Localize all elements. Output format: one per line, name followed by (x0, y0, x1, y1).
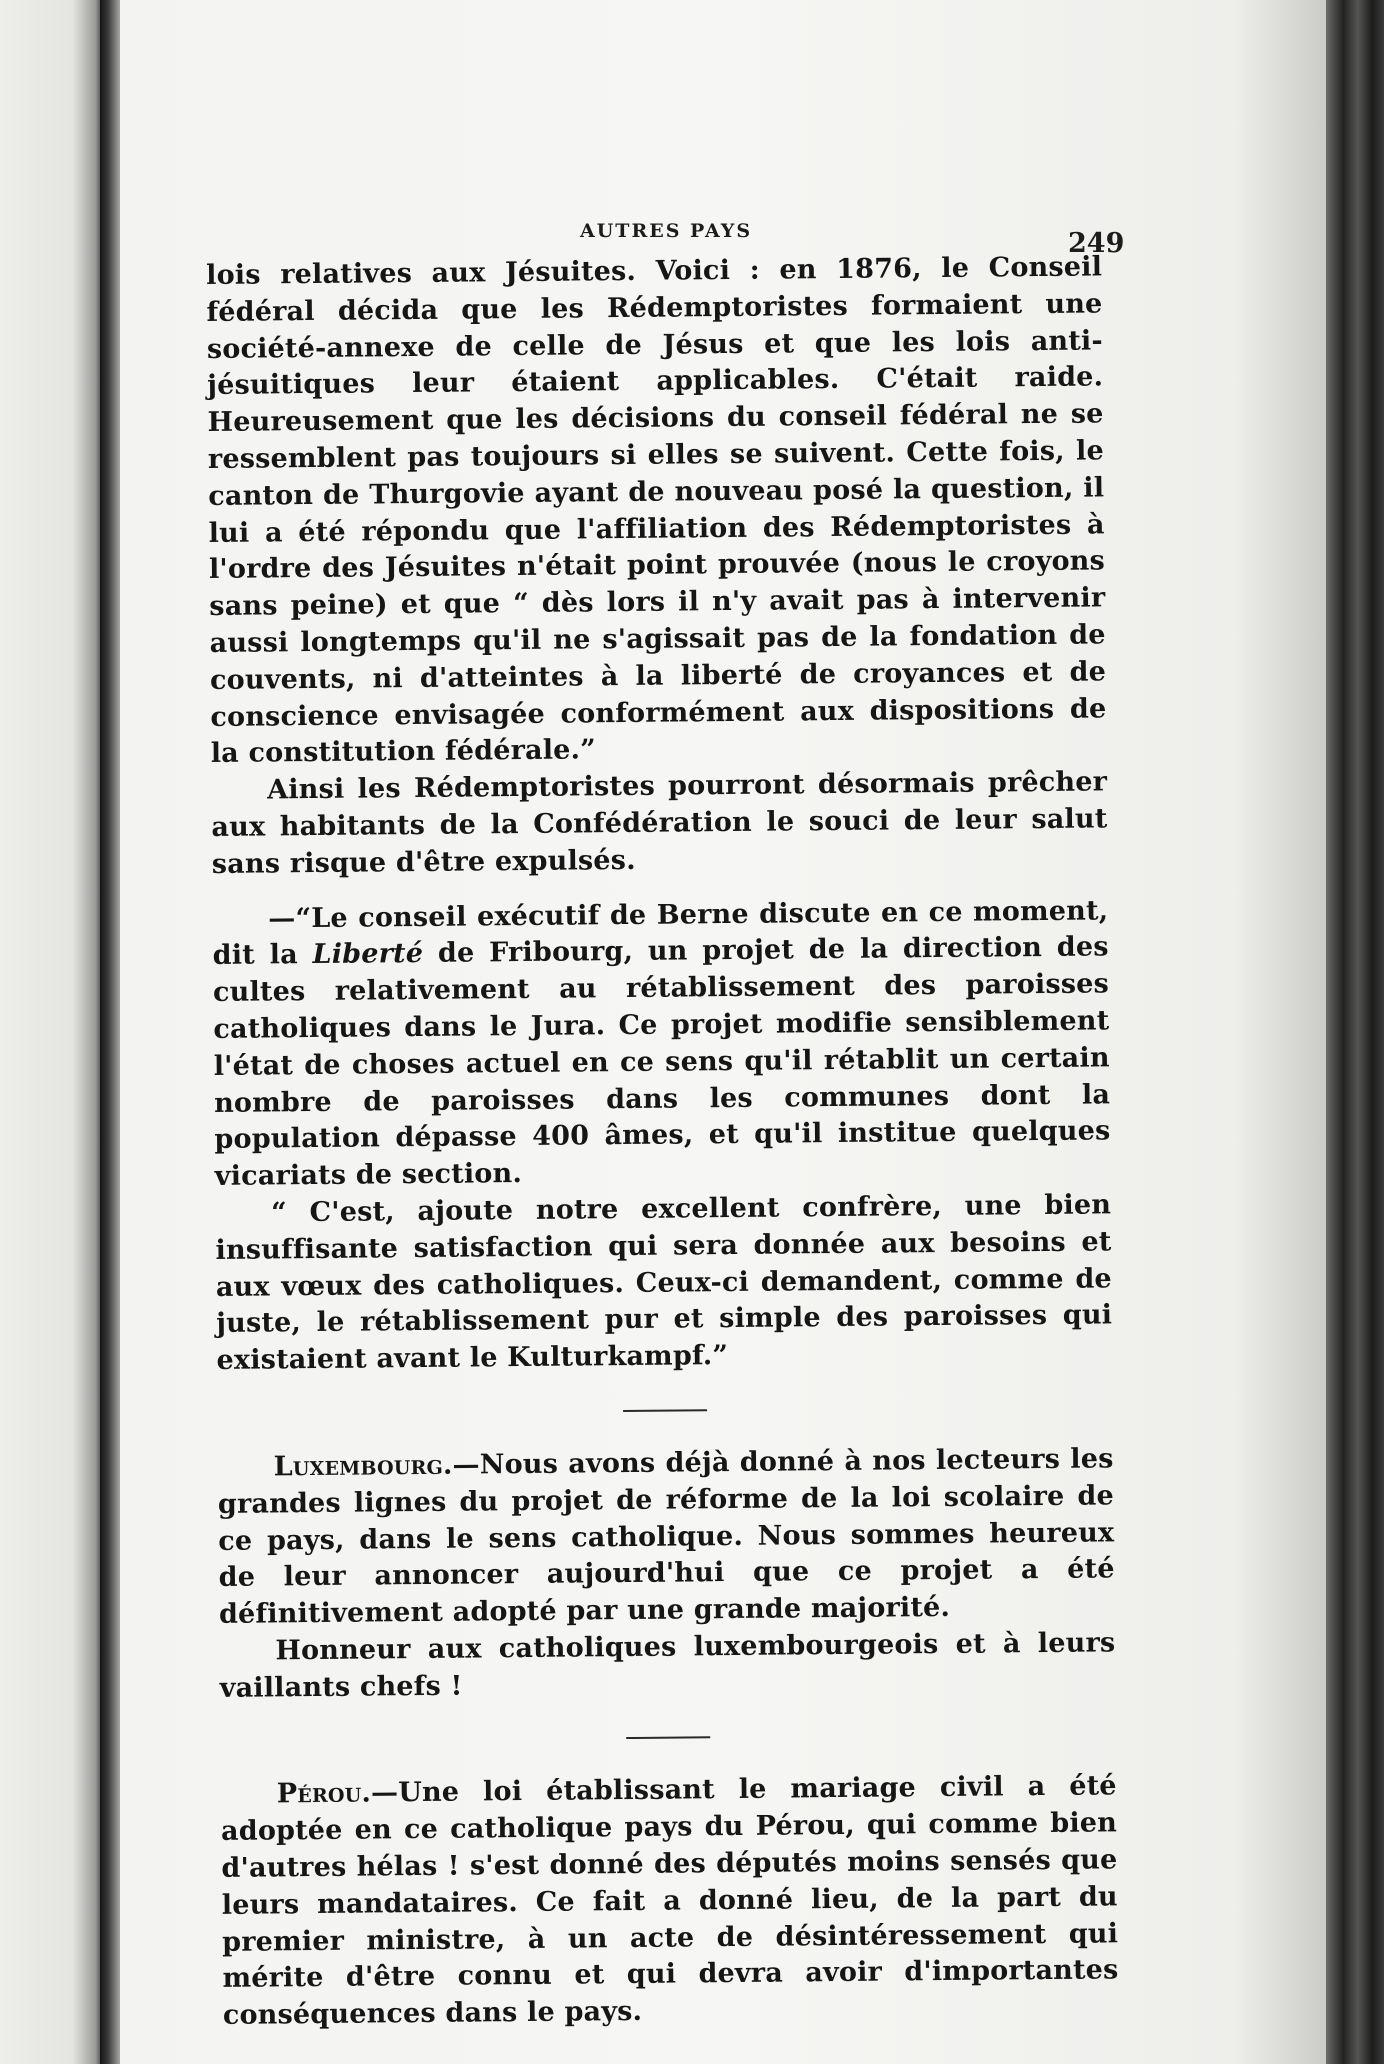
berne-text-2: de Fribourg, un projet de la direction des cultes relativement au rétablissement des paroisses catholiques dans le Jura. Ce projet modifie sensiblement l'état de choses actuel en ce sens qu'il rétablit un certain nombre de paroisses dans les communes dont la population dépasse 400 âmes, et qu'il institue quelques vicariats de section. (212, 931, 1111, 1193)
page-number: 249 (1068, 228, 1125, 259)
paragraph-luxembourg-closing: Honneur aux catholiques luxembourgeois et à leurs vaillants chefs ! (219, 1627, 1116, 1704)
liberte-title: Liberté (312, 938, 424, 971)
paragraph-luxembourg (217, 1441, 1115, 1634)
luxembourg-body: —Nous avons déjà donné à nos lecteurs les grandes lignes du projet de réforme de la loi scolaire de ce pays, dans le sens catholique. Nous sommes heureux de leur annoncer aujourd'hui que ce projet a été définitivement adopté par une grande majorité. (217, 1443, 1115, 1631)
perou-heading: Pérou. (276, 1777, 372, 1810)
paragraph-suisse-1: lois relatives aux Jésuites. Voici : en 1876, le Conseil fédéral décida que les Rédemptoristes formaient une société-annexe de celle de Jésus et que les lois anti-jésuitiques leur étaient applicables. C'était raide. Heureusement que les décisions du conseil fédéral ne se ressemblent pas toujours si elles se suivent. Cette fois, le canton de Thurgovie ayant de nouveau posé la question, il lui a été répondu que l'affiliation des Rédemptoristes à l'ordre des Jésuites n'était point prouvée (nous le croyons sans peine) et que “ dès lors il n'y avait pas à intervenir aussi longtemps qu'il ne s'agissait pas de la fondation de couvents, ni d'atteintes à la liberté de croyances et de conscience envisagée conformément aux dispositions de la constitution fédérale.” (206, 251, 1107, 770)
berne-text-1: —“Le conseil exécutif de Berne discute en ce moment, dit la (212, 894, 1109, 972)
paragraph-berne-quote: “ C'est, ajoute notre excellent confrère, une bien insuffisante satisfaction qui sera donnée aux besoins et aux vœux des catholiques. Ceux-ci demandent, comme de juste, le rétablissement pur et simple des paroisses qui existaient avant le Kulturkampf.” (215, 1189, 1113, 1377)
paragraph-perou (221, 1769, 1119, 2035)
body-text (206, 249, 1119, 2035)
paragraph-suisse-2: Ainsi les Rédemptoristes pourront désormais prêcher aux habitants de la Confédération le souci de leur salut sans risque d'être expulsés. (211, 766, 1108, 880)
left-page-edge (0, 0, 104, 2064)
right-page-edge (1326, 0, 1384, 2064)
book-gutter (100, 0, 120, 2064)
luxembourg-heading: Luxembourg. (273, 1449, 453, 1483)
perou-body: —Une loi établissant le mariage civil a été adoptée en ce catholique pays du Pérou, qui comme bien d'autres hélas ! s'est donné des députés moins sensés que leurs mandataires. Ce fait a donné lieu, de la part du premier ministre, à un acte de désintéressement qui mérite d'être connu et qui devra avoir d'importantes conséquences dans le pays. (220, 1770, 1119, 2032)
paragraph-berne (212, 893, 1111, 1196)
running-title: AUTRES PAYS (580, 220, 753, 242)
